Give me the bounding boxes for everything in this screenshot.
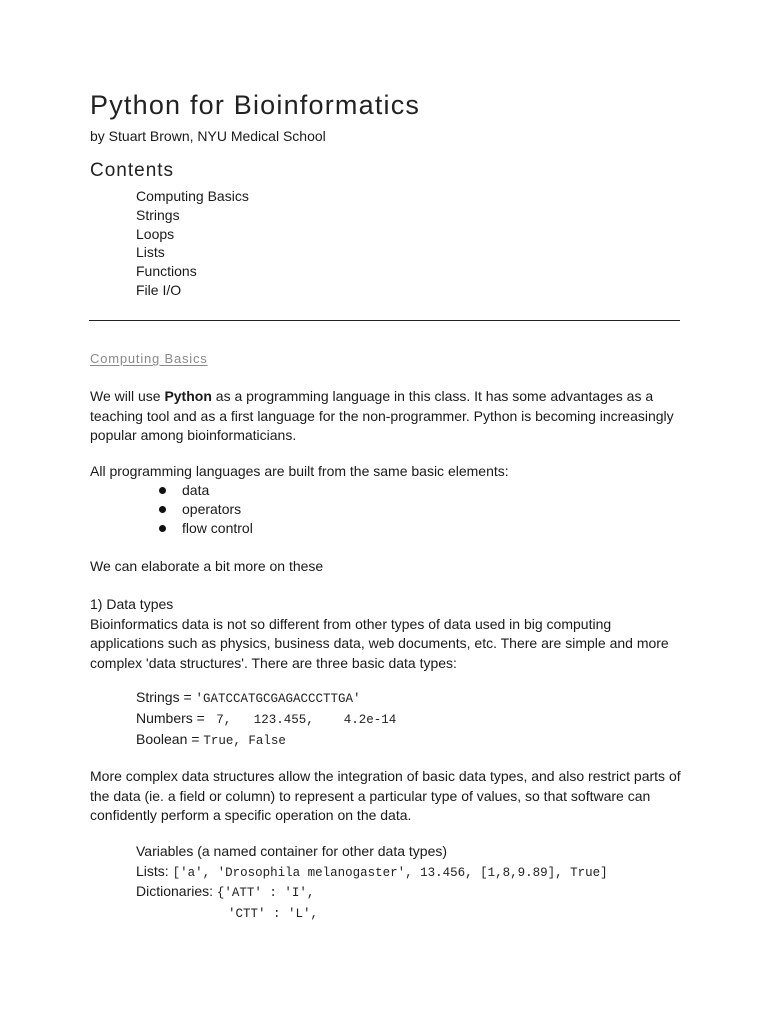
- data-types-line-3: complex 'data structures'. There are three basic data types:: [90, 654, 457, 671]
- bullet-icon: [159, 506, 166, 513]
- toc-item-strings[interactable]: Strings: [136, 206, 180, 223]
- bullet-text-operators: operators: [182, 501, 242, 517]
- lists-example: [136, 863, 608, 880]
- numbers-value: 7, 123.455, 4.2e-14: [208, 713, 397, 727]
- author-byline: by Stuart Brown, NYU Medical School: [90, 128, 326, 144]
- section-heading-computing-basics[interactable]: Computing Basics: [90, 351, 208, 366]
- lists-value: ['a', 'Drosophila melanogaster', 13.456, [1,8,9.89], True]: [172, 866, 608, 880]
- strings-label: Strings =: [136, 689, 196, 705]
- dictionaries-example: [136, 883, 314, 900]
- toc-item-file-io[interactable]: File I/O: [136, 281, 182, 298]
- elements-paragraph: All programming languages are built from the same basic elements:: [90, 463, 509, 479]
- bullet-icon: [159, 525, 166, 532]
- boolean-label: Boolean =: [136, 731, 204, 747]
- list-item: [157, 481, 253, 500]
- table-of-contents: [136, 187, 249, 300]
- intro-text-post: as a programming language in this class. It has some advantages as a: [211, 388, 654, 404]
- elaborate-paragraph: We can elaborate a bit more on these: [90, 558, 324, 574]
- bullet-icon: [159, 487, 166, 494]
- dictionaries-value-line-2: 'CTT' : 'L',: [228, 907, 319, 921]
- complex-line-3: confidently perform a specific operation on the data.: [90, 807, 412, 823]
- dictionaries-label: Dictionaries:: [136, 883, 217, 899]
- list-item: [157, 519, 253, 538]
- numbers-label: Numbers =: [136, 710, 209, 726]
- numbers-example: [136, 710, 396, 727]
- data-types-heading: 1) Data types: [90, 596, 174, 612]
- python-bold: Python: [164, 388, 212, 404]
- document-title: Python for Bioinformatics: [90, 90, 421, 120]
- intro-line-3: popular among bioinformaticians.: [90, 427, 297, 443]
- strings-value: 'GATCCATGCGAGACCCTTGA': [195, 692, 361, 706]
- intro-text-pre: We will use: [90, 388, 165, 404]
- data-types-line-1: Bioinformatics data is not so different from other types of data used in big computing: [90, 615, 612, 632]
- bullet-text-flow-control: flow control: [182, 520, 253, 536]
- toc-item-loops[interactable]: Loops: [136, 225, 175, 242]
- contents-heading: Contents: [90, 160, 175, 181]
- boolean-example: [136, 731, 286, 748]
- complex-structures-paragraph: [90, 767, 681, 826]
- dictionaries-continuation: [228, 904, 318, 922]
- horizontal-rule: [89, 320, 680, 321]
- strings-example: [136, 689, 361, 706]
- data-types-paragraph: [90, 595, 669, 673]
- variables-heading: Variables (a named container for other data types): [136, 843, 448, 859]
- boolean-value: True, False: [203, 734, 286, 748]
- elements-list: [157, 481, 253, 538]
- bullet-text-data: data: [182, 482, 210, 498]
- complex-line-2: the data (ie. a field or column) to represent a particular type of values, so that software can: [90, 787, 651, 804]
- toc-item-computing-basics[interactable]: Computing Basics: [136, 188, 249, 204]
- toc-item-lists[interactable]: Lists: [136, 244, 165, 261]
- data-types-line-2: applications such as physics, business data, web documents, etc. There are simple and more: [90, 635, 669, 651]
- toc-item-functions[interactable]: Functions: [136, 263, 197, 280]
- complex-line-1: More complex data structures allow the integration of basic data types, and also restrict parts of: [90, 768, 681, 784]
- list-item: [157, 500, 253, 519]
- intro-line-2: teaching tool and as a first language for the non-programmer. Python is becoming increasingly: [90, 407, 674, 424]
- lists-label: Lists:: [136, 863, 173, 879]
- dictionaries-value-line-1: {'ATT' : 'I',: [216, 886, 315, 900]
- intro-paragraph: [90, 387, 674, 446]
